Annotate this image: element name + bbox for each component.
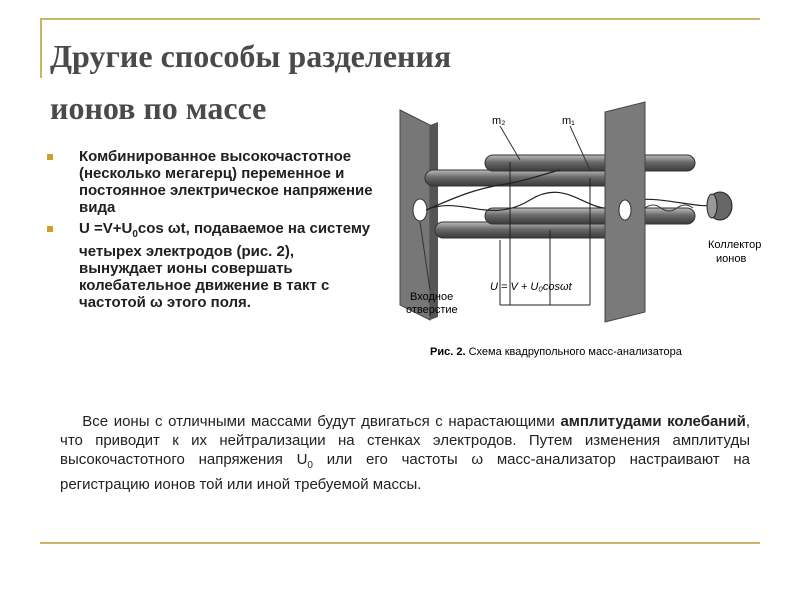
formula-label: U = V + U₀cosωt [490,281,572,293]
para-part-2: , что приводит к их нейтрализации на стенках электродов. Путем изменения амплитуды высокочастотного напряжения U [60,413,750,468]
formula-post: cos ωt, подаваемое на систему четырех электродов (рис. 2), вынуждает ионы совершать колебательное движение в такт с частотой ω этого поля. [79,220,371,311]
para-part-3: или его частоты ω масс-анализатор настраивают на регистрацию ионов той или иной требуемой массы. [60,451,751,493]
formula-pre: U =V+U [79,220,133,237]
figure-caption [430,346,683,358]
caption-bold: Рис. 2. [430,346,466,358]
label-collector-2: ионов [716,253,747,265]
body-paragraph [60,412,750,494]
rod-2 [485,155,695,171]
bullet-square-icon [47,154,53,160]
para-bold: амплитудами колебаний [560,413,746,430]
title-line-1: Другие способы разделения [50,38,452,74]
left-rule [40,18,42,78]
para-part-1: Все ионы с отличными массами будут двигаться с нарастающими [82,413,561,430]
para-sub: 0 [307,460,313,471]
bottom-rule [40,542,760,544]
label-m2: m₂ [492,115,506,127]
bullet-item [44,148,379,216]
bullet-text: Комбинированное высокочастотное (несколько мегагерц) переменное и постоянное электрическое напряжение вида [79,148,373,216]
inlet-hole [413,199,427,221]
quadrupole-diagram [390,100,770,370]
caption-text: Схема квадрупольного масс-анализатора [465,346,682,358]
rod-1 [425,170,625,186]
label-collector-1: Коллектор [708,239,762,251]
title-line-2: ионов по массе [50,90,267,126]
label-m1: m₁ [562,115,575,127]
formula-sub: 0 [132,229,138,240]
bullet-list [44,148,379,311]
bullet-square-icon [47,226,53,232]
exit-hole [619,200,631,220]
label-inlet-2: отверстие [406,304,458,316]
collector-face [707,194,717,218]
label-inlet-1: Входное [410,291,454,303]
bullet-item [44,220,379,311]
top-rule [40,18,760,20]
